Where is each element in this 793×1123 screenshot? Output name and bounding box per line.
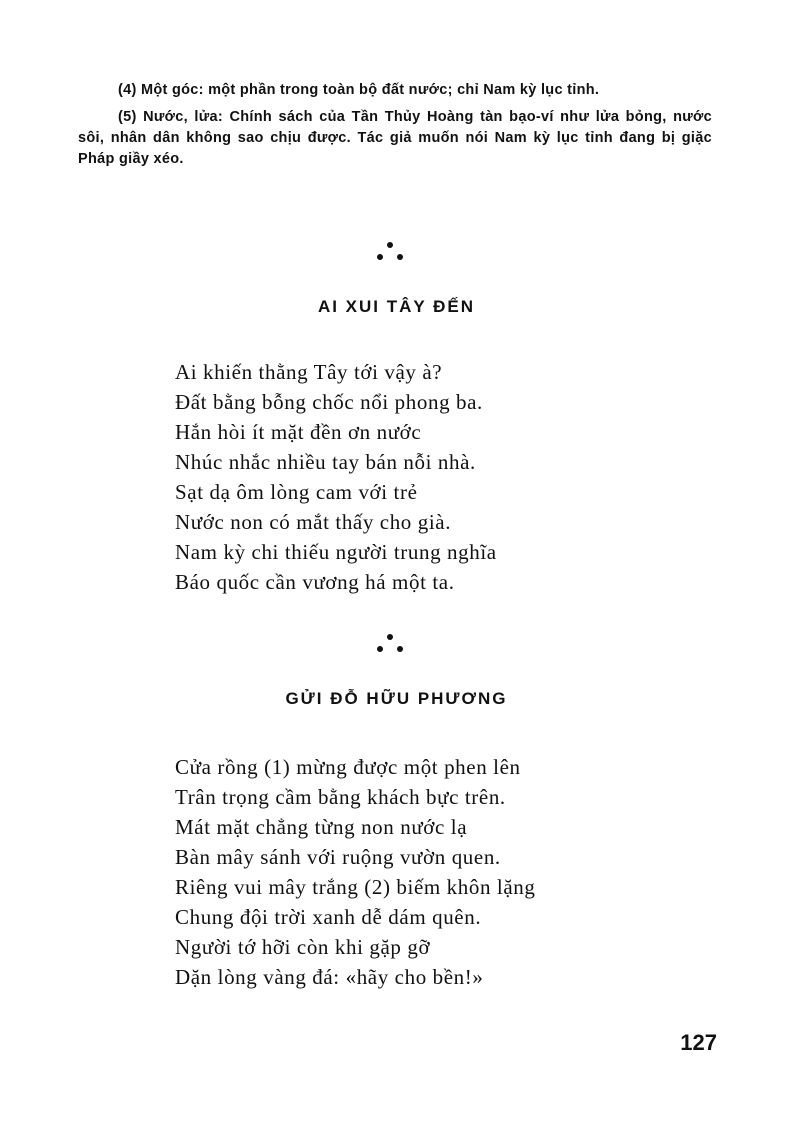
poem-line: Dặn lòng vàng đá: «hãy cho bền!»: [175, 965, 484, 989]
poem-line: Chung đội trời xanh dễ dám quên.: [175, 905, 482, 929]
poem-line: Riêng vui mây trắng (2) biếm khôn lặng: [175, 875, 536, 899]
separator-dot: [377, 646, 383, 652]
section-separator-1: [370, 240, 410, 266]
section-separator-2: [370, 632, 410, 658]
poem-line: Nhúc nhắc nhiều tay bán nỗi nhà.: [175, 450, 476, 474]
poem-line: Sạt dạ ôm lòng cam với trẻ: [175, 480, 418, 504]
poem-line: Ai khiến thằng Tây tới vậy à?: [175, 360, 443, 384]
poem-body-1: [175, 357, 695, 597]
footnote-5: (5) Nước, lửa: Chính sách của Tần Thủy Hoàng tàn bạo-ví như lửa bỏng, nước sôi, nhân dân không sao chịu được. Tác giả muốn nói Nam kỳ lục tỉnh đang bị giặc Pháp giầy xéo.: [78, 109, 712, 167]
separator-dot: [397, 254, 403, 260]
poem-line: Báo quốc cần vương há một ta.: [175, 570, 455, 594]
poem-line: Nước non có mắt thấy cho già.: [175, 510, 452, 534]
poem-line: Cửa rồng (1) mừng được một phen lên: [175, 755, 521, 779]
separator-dot: [387, 242, 393, 248]
footnote-4: (4) Một góc: một phần trong toàn bộ đất nước; chỉ Nam kỳ lục tỉnh.: [118, 82, 600, 98]
poem-line: Người tớ hỡi còn khi gặp gỡ: [175, 935, 431, 959]
page-number: 127: [680, 1030, 717, 1055]
separator-dot: [377, 254, 383, 260]
poem-title-1: AI XUI TÂY ĐẾN: [317, 297, 476, 316]
separator-dot: [397, 646, 403, 652]
poem-title-2: GỬI ĐỖ HỮU PHƯƠNG: [285, 689, 508, 708]
poem-line: Nam kỳ chi thiếu người trung nghĩa: [175, 540, 497, 564]
footnotes: [78, 80, 712, 176]
poem-line: Đất bằng bỗng chốc nổi phong ba.: [175, 390, 483, 414]
poem-line: Mát mặt chẳng từng non nước lạ: [175, 815, 468, 839]
poem-line: Trân trọng cầm bằng khách bực trên.: [175, 785, 506, 809]
poem-line: Hắn hòi ít mặt đền ơn nước: [175, 420, 422, 444]
poem-line: Bàn mây sánh với ruộng vườn quen.: [175, 845, 501, 869]
poem-body-2: [175, 752, 695, 992]
separator-dot: [387, 634, 393, 640]
